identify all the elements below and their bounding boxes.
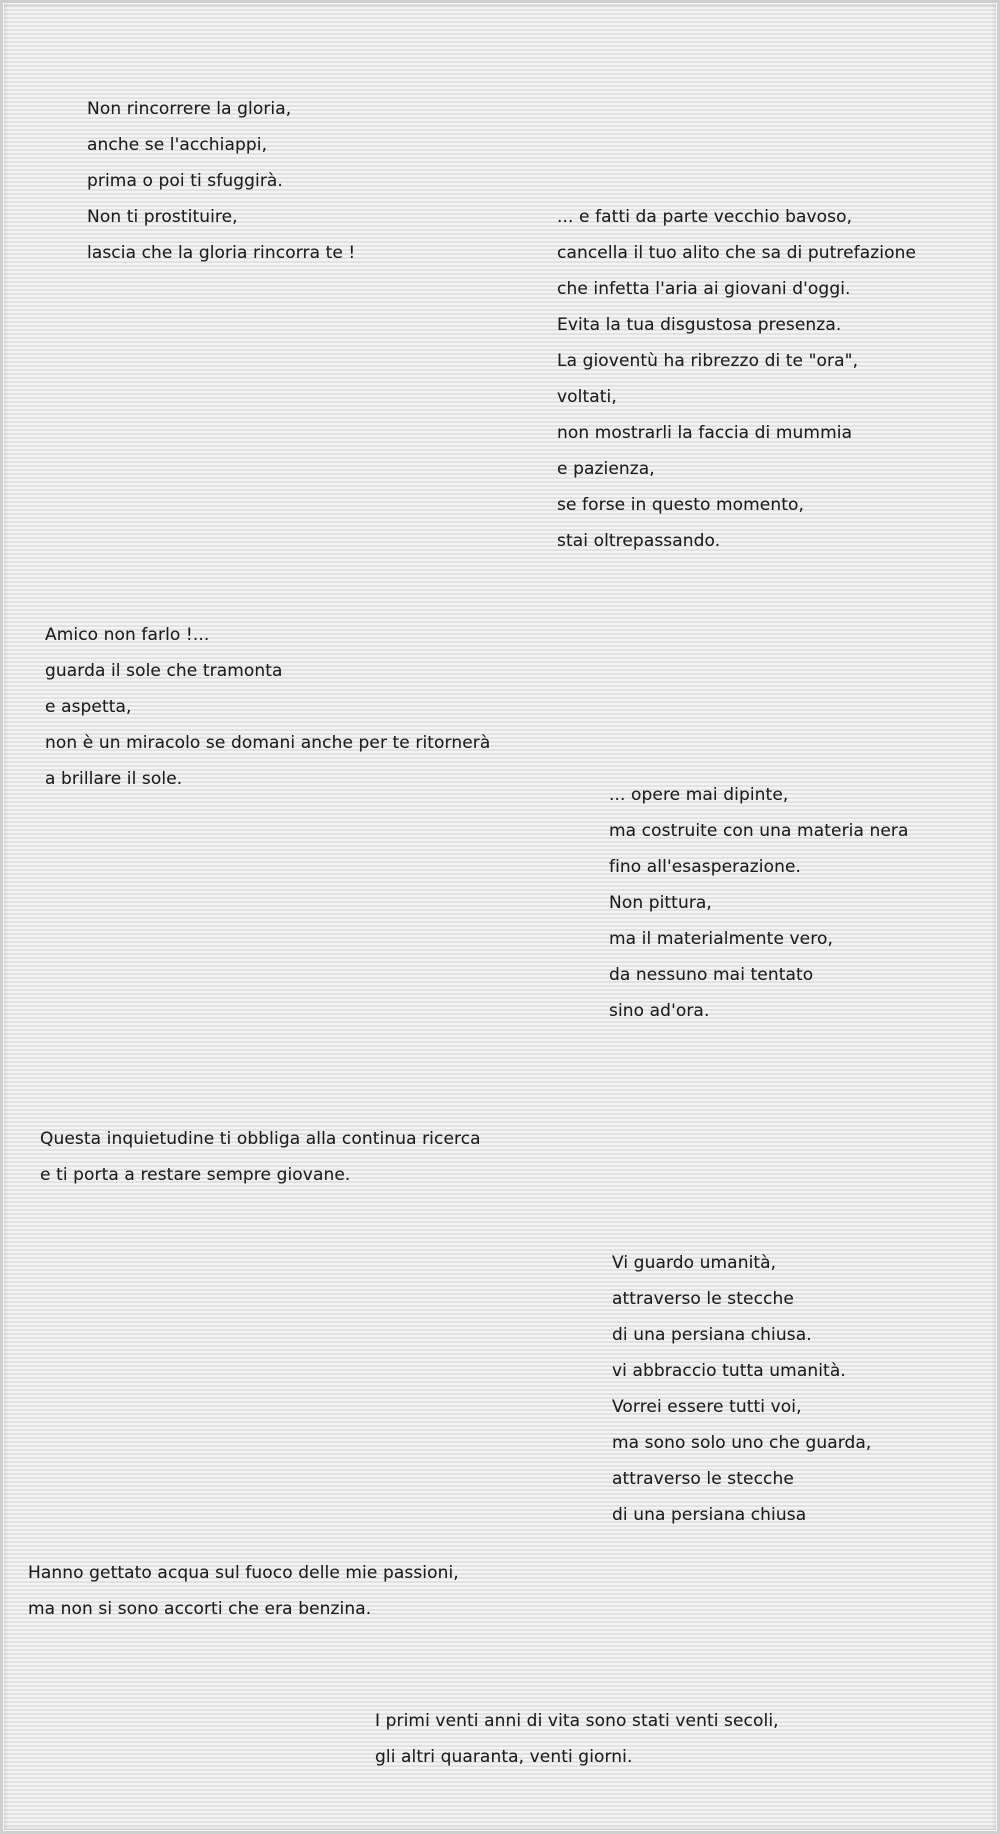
poem-line: ma costruite con una materia nera xyxy=(609,821,909,841)
poem-line: Vi guardo umanità, xyxy=(612,1253,777,1273)
poem-line: prima o poi ti sfuggirà. xyxy=(87,171,283,191)
poem-line: Vorrei essere tutti voi, xyxy=(612,1397,802,1417)
poem-line: che infetta l'aria ai giovani d'oggi. xyxy=(557,279,851,299)
poem-line: a brillare il sole. xyxy=(45,769,183,789)
poem-line: se forse in questo momento, xyxy=(557,495,804,515)
poem-line: e ti porta a restare sempre giovane. xyxy=(40,1165,351,1185)
poem-line: ... e fatti da parte vecchio bavoso, xyxy=(557,207,853,227)
poem-persiana xyxy=(612,1245,871,1533)
poem-benzina xyxy=(28,1555,459,1627)
poem-line: fino all'esasperazione. xyxy=(609,857,802,877)
poem-line: gli altri quaranta, venti giorni. xyxy=(375,1747,633,1767)
poem-line: La gioventù ha ribrezzo di te "ora", xyxy=(557,351,859,371)
poem-line: ma il materialmente vero, xyxy=(609,929,833,949)
poem-line: Non ti prostituire, xyxy=(87,207,238,227)
poem-line: Questa inquietudine ti obbliga alla continua ricerca xyxy=(40,1129,481,1149)
poem-line: Evita la tua disgustosa presenza. xyxy=(557,315,842,335)
poem-line: cancella il tuo alito che sa di putrefazione xyxy=(557,243,917,263)
poem-line: stai oltrepassando. xyxy=(557,531,721,551)
poem-line: attraverso le stecche xyxy=(612,1289,794,1309)
poem-line: Non pittura, xyxy=(609,893,712,913)
poem-line: voltati, xyxy=(557,387,617,407)
poem-line: Hanno gettato acqua sul fuoco delle mie passioni, xyxy=(28,1563,459,1583)
poem-line: non è un miracolo se domani anche per te ritornerà xyxy=(45,733,491,753)
poem-line: ma sono solo uno che guarda, xyxy=(612,1433,872,1453)
poem-line: lascia che la gloria rincorra te ! xyxy=(87,243,356,263)
poem-gloria xyxy=(87,91,355,271)
poem-line: sino ad'ora. xyxy=(609,1001,710,1021)
poem-line: Non rincorrere la gloria, xyxy=(87,99,292,119)
poem-line: e aspetta, xyxy=(45,697,132,717)
poem-inquietudine xyxy=(40,1121,481,1193)
poem-line: I primi venti anni di vita sono stati venti secoli, xyxy=(375,1711,779,1731)
poem-line: da nessuno mai tentato xyxy=(609,965,814,985)
poem-line: ma non si sono accorti che era benzina. xyxy=(28,1599,372,1619)
poem-line: ... opere mai dipinte, xyxy=(609,785,789,805)
poem-line: vi abbraccio tutta umanità. xyxy=(612,1361,846,1381)
poem-line: attraverso le stecche xyxy=(612,1469,794,1489)
poem-amico xyxy=(45,617,490,797)
poem-line: Amico non farlo !... xyxy=(45,625,210,645)
poem-line: di una persiana chiusa xyxy=(612,1505,807,1525)
poem-line: guarda il sole che tramonta xyxy=(45,661,283,681)
poem-line: di una persiana chiusa. xyxy=(612,1325,812,1345)
poem-venti-secoli xyxy=(375,1703,779,1775)
poem-line: non mostrarli la faccia di mummia xyxy=(557,423,853,443)
poem-vecchio-bavoso xyxy=(557,199,916,559)
poem-line: e pazienza, xyxy=(557,459,655,479)
poem-opere xyxy=(609,777,909,1029)
poem-line: anche se l'acchiappi, xyxy=(87,135,268,155)
